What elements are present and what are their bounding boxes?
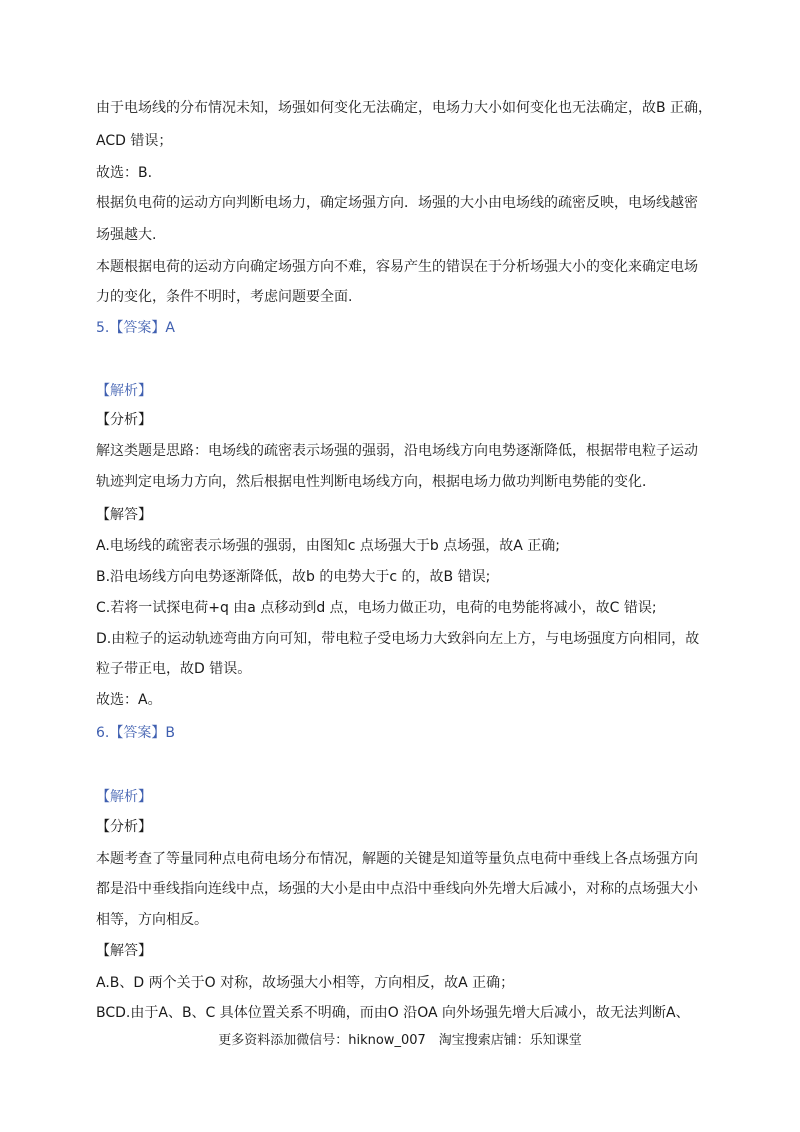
- section-heading: 【分析】: [96, 819, 152, 835]
- answer-heading-5: 5.【答案】A: [96, 320, 175, 336]
- text-line: 由于电场线的分布情况未知，场强如何变化无法确定，电场力大小如何变化也无法确定，故B 正确，: [96, 100, 713, 116]
- text-line: 故选：A。: [96, 692, 162, 708]
- text-line: 都是沿中垂线指向连线中点，场强的大小是由中点沿中垂线向外先增大后减小，对称的点场强大小: [96, 881, 698, 897]
- text-line: ACD 错误；: [96, 133, 173, 149]
- text-line: 根据负电荷的运动方向判断电场力，确定场强方向．场强的大小由电场线的疏密反映，电场线越密: [96, 195, 698, 211]
- text-line: A.电场线的疏密表示场强的强弱，由图知c 点场强大于b 点场强，故A 正确;: [96, 538, 561, 554]
- text-line: 本题根据电荷的运动方向确定场强方向不难，容易产生的错误在于分析场强大小的变化来确定电场: [96, 259, 698, 275]
- text-line: BCD.由于A、B、C 具体位置关系不明确，而由O 沿OA 向外场强先增大后减小，故无法判断A、: [96, 1005, 690, 1021]
- text-line: 本题考查了等量同种点电荷电场分布情况，解题的关键是知道等量负点电荷中垂线上各点场强方向: [96, 851, 698, 867]
- answer-heading-6: 6.【答案】B: [96, 725, 175, 741]
- section-heading: 【解答】: [96, 943, 152, 959]
- text-line: C.若将一试探电荷+q 由a 点移动到d 点，电场力做正功，电荷的电势能将减小，故C 错误;: [96, 600, 657, 616]
- text-line: 故选：B.: [96, 165, 153, 181]
- footer-note: 更多资料添加微信号：hiknow_007 淘宝搜索店铺：乐知课堂: [218, 1033, 582, 1048]
- text-line: 力的变化，条件不明时，考虑问题要全面.: [96, 289, 353, 305]
- text-line: 粒子带正电，故D 错误。: [96, 661, 252, 677]
- text-line: 解这类题是思路：电场线的疏密表示场强的强弱，沿电场线方向电势逐渐降低，根据带电粒子运动: [96, 443, 698, 459]
- text-line: 场强越大.: [96, 227, 157, 243]
- text-line: D.由粒子的运动轨迹弯曲方向可知，带电粒子受电场力大致斜向左上方，与电场强度方向相同，故: [96, 631, 700, 647]
- section-heading: 【分析】: [96, 412, 152, 428]
- text-line: B.沿电场线方向电势逐渐降低，故b 的电势大于c 的，故B 错误;: [96, 569, 491, 585]
- analysis-heading: 【解析】: [96, 383, 152, 399]
- text-line: A.B、D 两个关于O 对称，故场强大小相等，方向相反，故A 正确；: [96, 975, 515, 991]
- text-line: 轨迹判定电场力方向，然后根据电性判断电场线方向，根据电场力做功判断电势能的变化．: [96, 474, 656, 490]
- section-heading: 【解答】: [96, 507, 152, 523]
- text-line: 相等，方向相反。: [96, 912, 208, 928]
- analysis-heading: 【解析】: [96, 789, 152, 805]
